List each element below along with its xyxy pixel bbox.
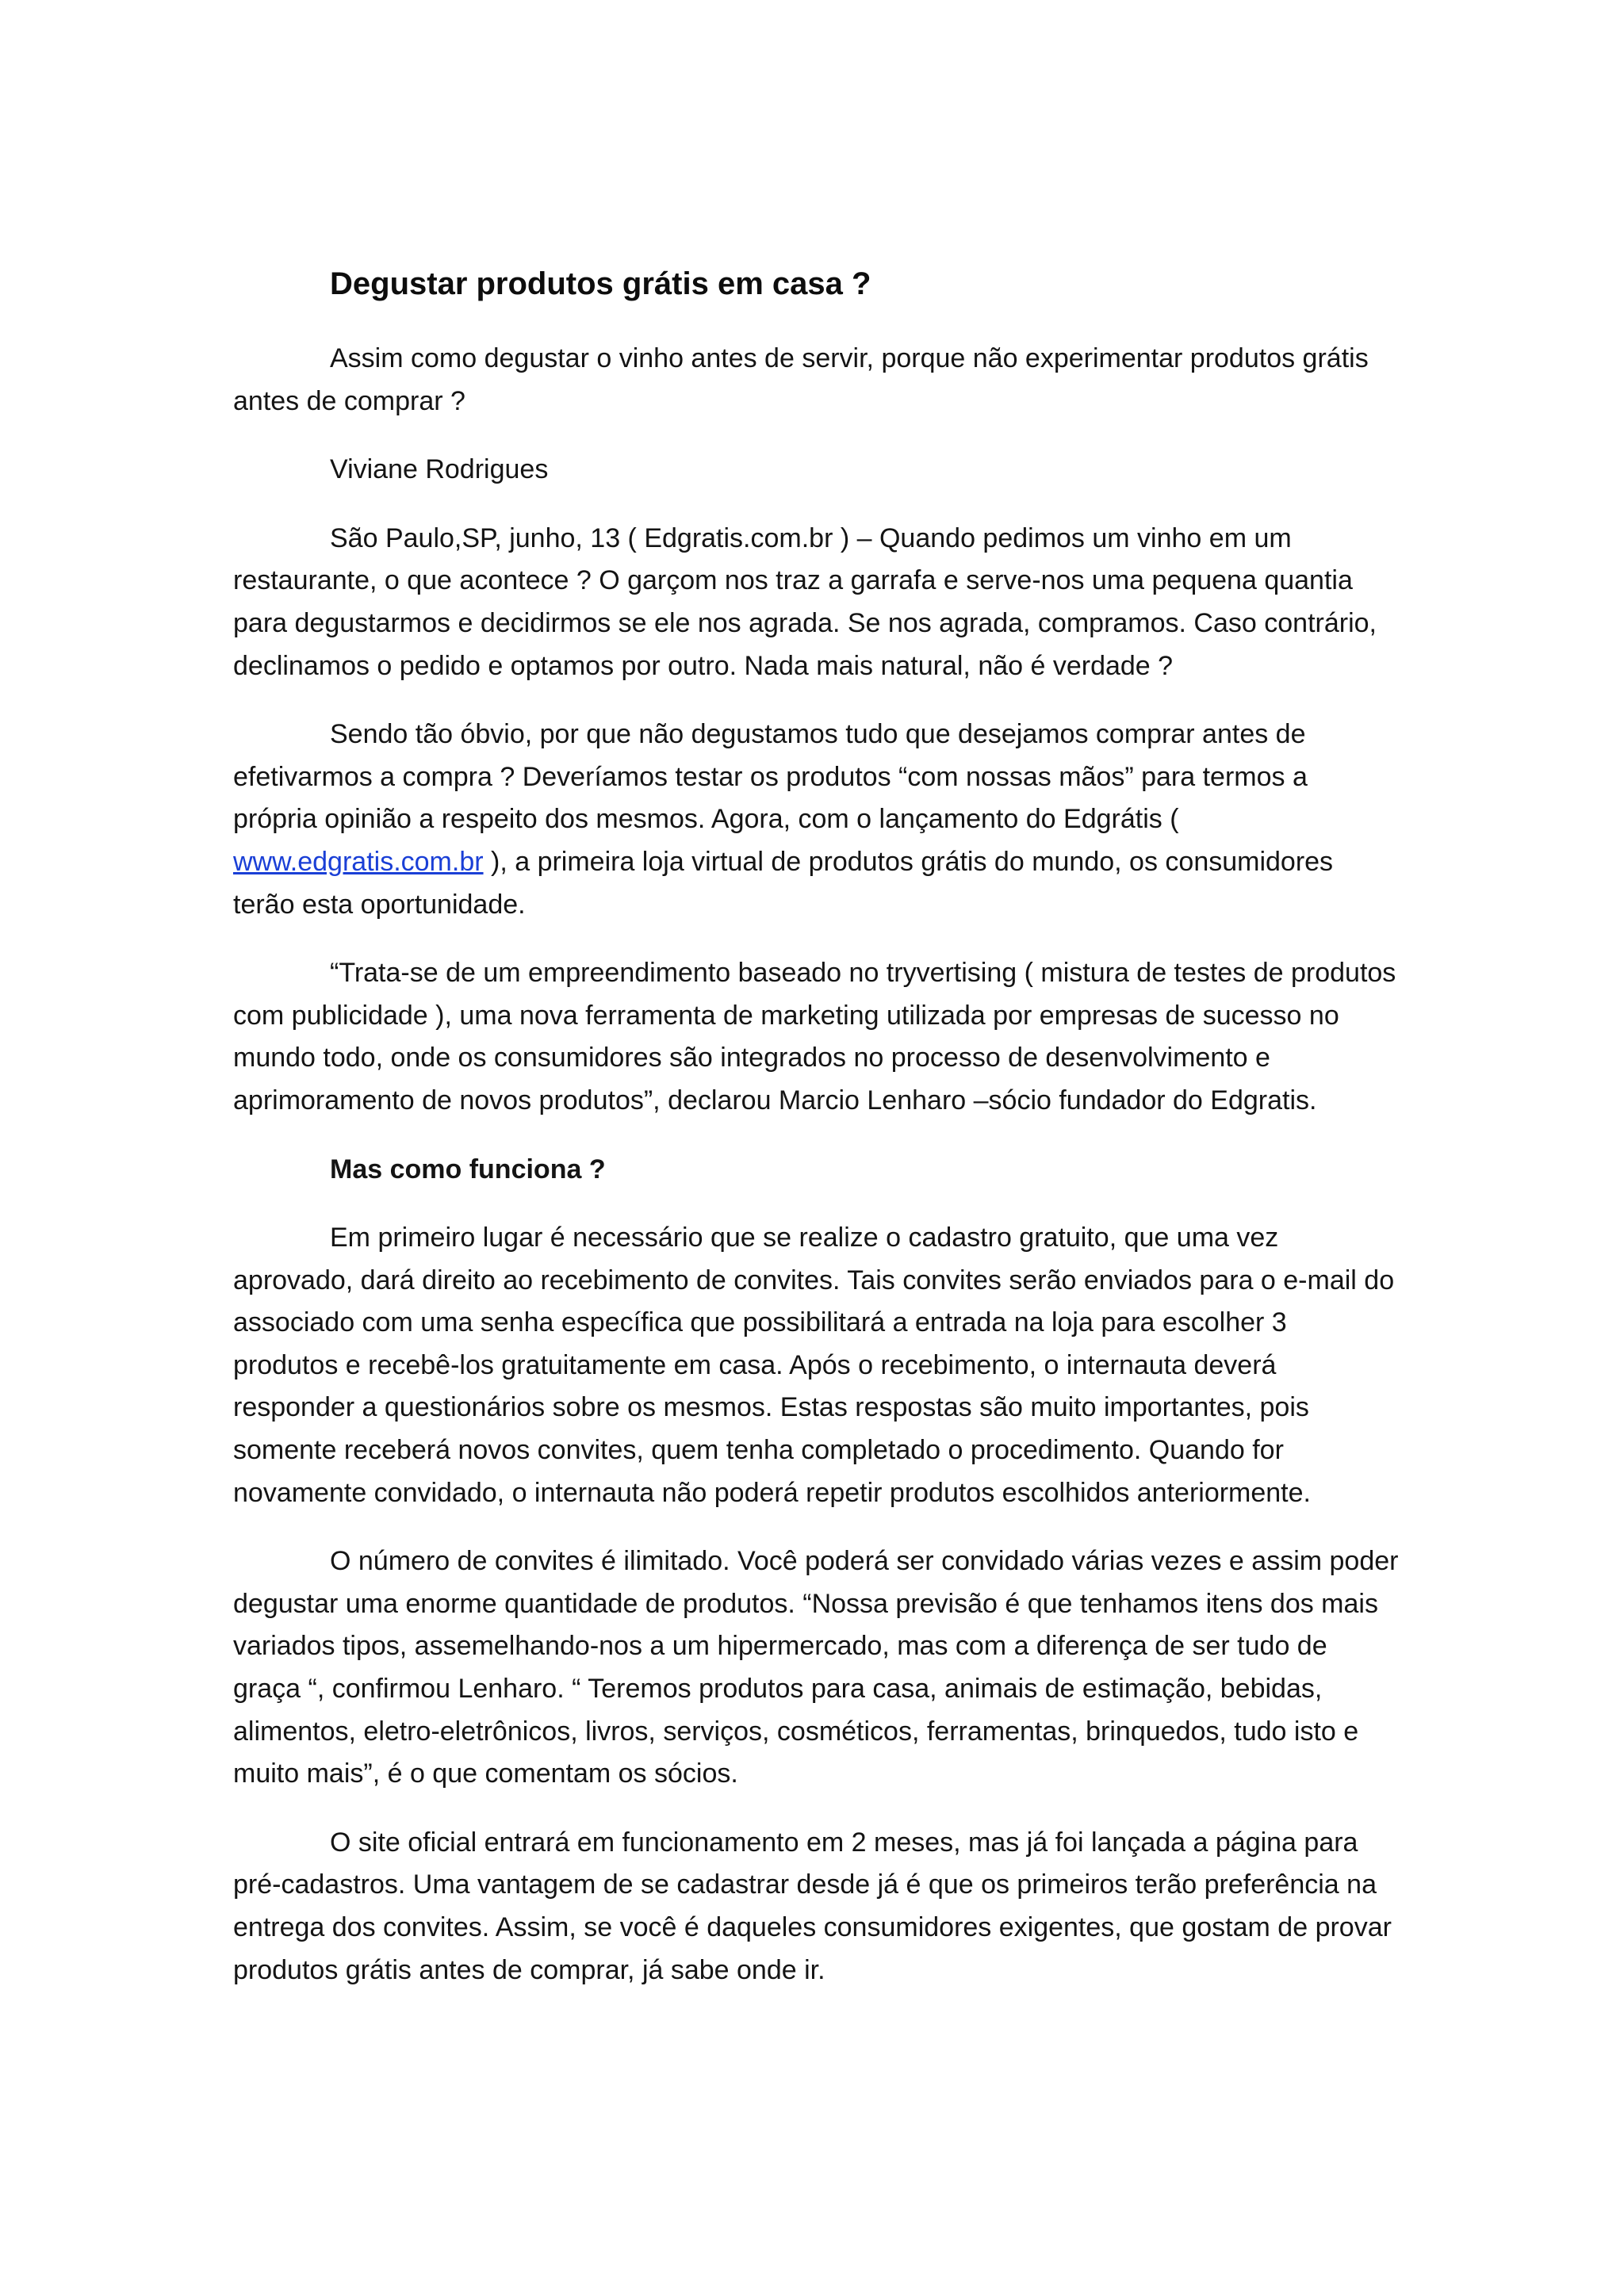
subheading: Mas como funciona ?: [330, 1154, 606, 1184]
paragraph-2-text-before-link: Sendo tão óbvio, por que não degustamos tudo que desejamos comprar antes de efetivarmos a compra ? Deveríamos testar os produtos “com nossas mãos” para termos a própria opinião a respeito dos mesmos. Agora, com o lançamento do Edgrátis (: [233, 719, 1308, 835]
paragraph-1: São Paulo,SP, junho, 13 ( Edgratis.com.br ) – Quando pedimos um vinho em um restaurante, o que acontece ? O garçom nos traz a garrafa e serve-nos uma pequena quantia para degustarmos e decidirmos se ele nos agrada. Se nos agrada, compramos. Caso contrário, declinamos o pedido e optamos por outro. Nada mais natural, não é verdade ?: [233, 522, 1377, 681]
author-line: Viviane Rodrigues: [330, 454, 549, 485]
paragraph-3: “Trata-se de um empreendimento baseado no tryvertising ( mistura de testes de produtos com publicidade ), uma nova ferramenta de marketing utilizada por empresas de sucesso no mundo todo, onde os consumidores são integrados no processo de desenvolvimento e aprimoramento de novos produtos”, declarou Marcio Lenharo –sócio fundador do Edgratis.: [233, 958, 1396, 1115]
document-body: [233, 262, 1399, 2018]
document-title: Degustar produtos grátis em casa ?: [330, 266, 871, 301]
paragraph-5: O número de convites é ilimitado. Você poderá ser convidado várias vezes e assim poder degustar uma enorme quantidade de produtos. “Nossa previsão é que tenhamos itens dos mais variados tipos, assemelhando-nos a um hipermercado, mas com a diferença de ser tudo de graça “, confirmou Lenharo. “ Teremos produtos para casa, animais de estimação, bebidas, alimentos, eletro-eletrônicos, livros, serviços, cosméticos, ferramentas, brinquedos, tudo isto e muito mais”, é o que comentam os sócios.: [233, 1546, 1399, 1789]
paragraph-4: Em primeiro lugar é necessário que se realize o cadastro gratuito, que uma vez aprovado, dará direito ao recebimento de convites. Tais convites serão enviados para o e-mail do associado com uma senha específica que possibilitará a entrada na loja para escolher 3 produtos e recebê-los gratuitamente em casa. Após o recebimento, o internauta deverá responder a questionários sobre os mesmos. Estas respostas são muito importantes, pois somente receberá novos convites, quem tenha completado o procedimento. Quando for novamente convidado, o internauta não poderá repetir produtos escolhidos anteriormente.: [233, 1223, 1395, 1508]
paragraph-2: [233, 714, 1399, 926]
intro-paragraph: Assim como degustar o vinho antes de servir, porque não experimentar produtos grátis antes de comprar ?: [233, 343, 1369, 416]
edgratis-link[interactable]: www.edgratis.com.br: [233, 846, 484, 877]
paragraph-6: O site oficial entrará em funcionamento em 2 meses, mas já foi lançada a página para pré-cadastros. Uma vantagem de se cadastrar desde já é que os primeiros terão preferência na entrega dos convites. Assim, se você é daqueles consumidores exigentes, que gostam de provar produtos grátis antes de comprar, já sabe onde ir.: [233, 1827, 1392, 1985]
paragraph-2-text-after-link: ), a primeira loja virtual de produtos grátis do mundo, os consumidores terão esta oportunidade.: [233, 846, 1334, 920]
